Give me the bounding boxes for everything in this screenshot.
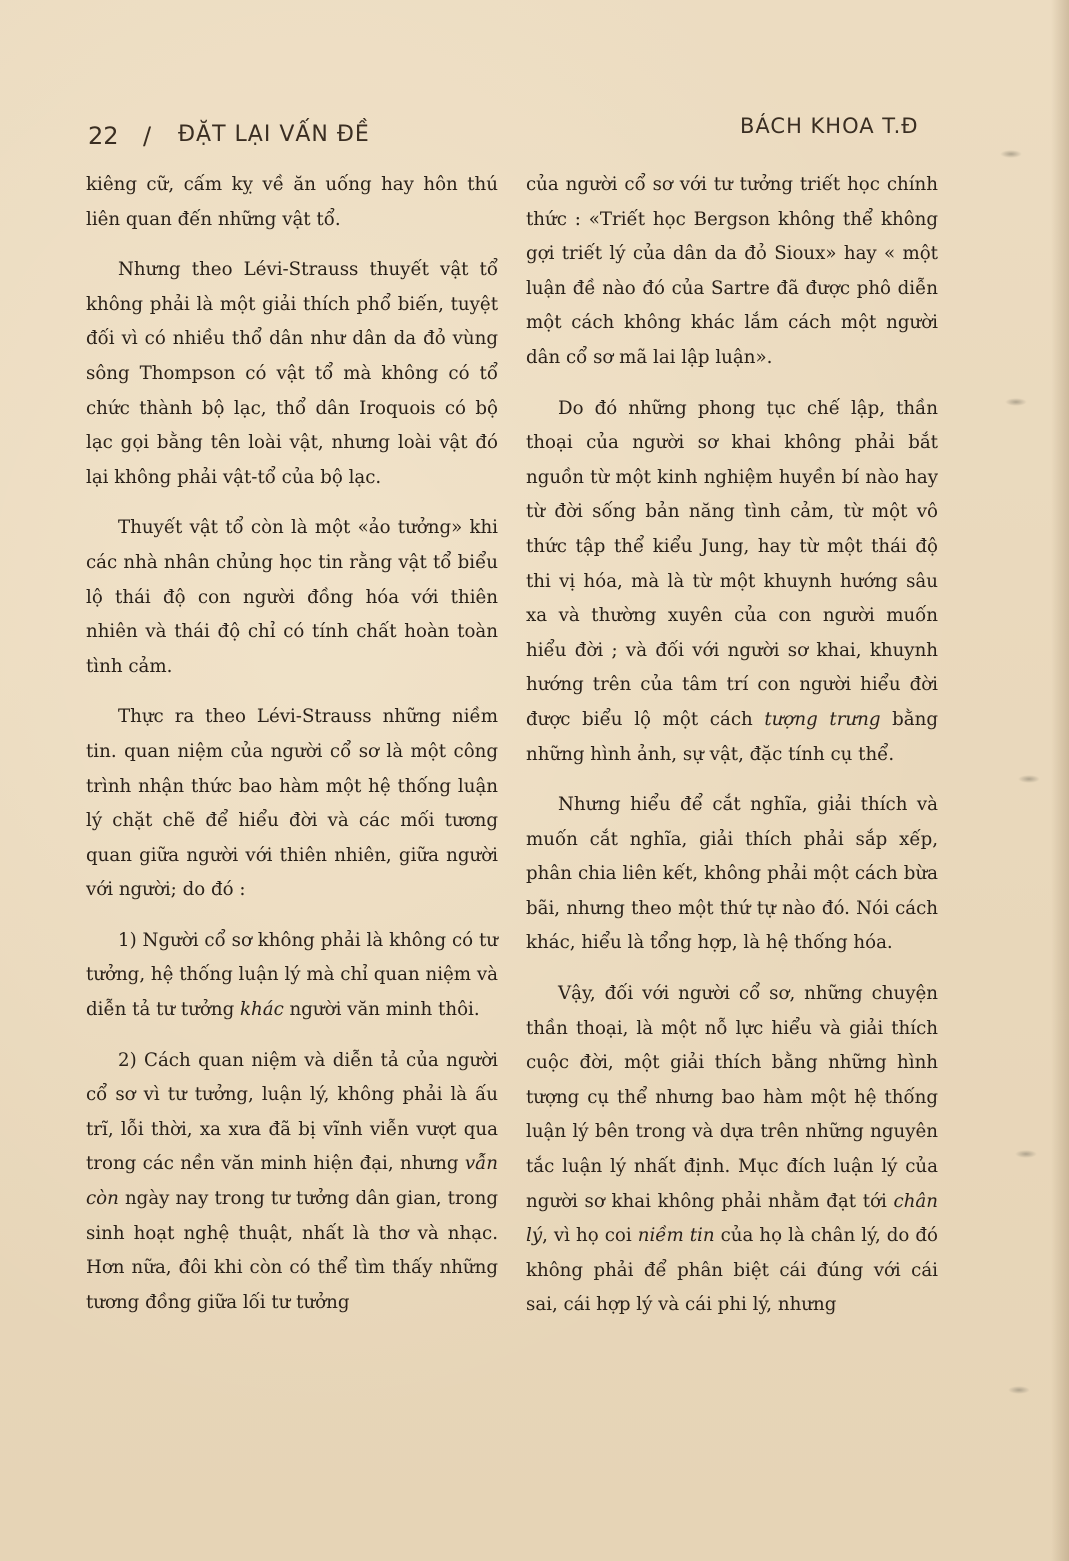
emphasis: tượng trưng bbox=[764, 708, 881, 730]
paragraph: của người cổ sơ với tư tưởng triết học chính thức : «Triết học Bergson không thể không gợi triết lý của dân da đỏ Sioux» hay « một luận đề nào đó của Sartre đã được phô diễn một cách không khác lắm cách một người dân cổ sơ mã lai lập luận». bbox=[526, 174, 938, 368]
emphasis: khác bbox=[240, 999, 284, 1021]
text-run: người văn minh thôi. bbox=[283, 999, 480, 1021]
paragraph bbox=[86, 1044, 498, 1321]
text-run: của họ là chân lý, do đó không phải để phân biệt cái đúng với cái sai, cái hợp lý và cái phi lý, nhưng bbox=[526, 1225, 938, 1316]
text-run: bằng những hình ảnh, sự vật, đặc tính cụ thể. bbox=[526, 708, 938, 765]
paragraph: Thực ra theo Lévi-Strauss những niềm tin. quan niệm của người cổ sơ là một công trình nhận thức bao hàm một hệ thống luận lý chặt chẽ để hiểu đời và các mối tương quan giữa người với thiên nhiên, giữa người với người; do đó : bbox=[86, 706, 498, 901]
journal-title: BÁCH KHOA T.Đ bbox=[740, 114, 919, 138]
text-run: 2) Cách quan niệm và diễn tả của người cổ sơ vì tư tưởng, luận lý, không phải là ấu trĩ, lỗi thời, xa xưa đã bị vĩnh viễn vượt qua trong các nền văn minh hiện đại, nhưng bbox=[86, 1049, 498, 1175]
page-edge-shadow bbox=[1051, 0, 1069, 1561]
paragraph: kiêng cữ, cấm kỵ về ăn uống hay hôn thú liên quan đến những vật tổ. bbox=[86, 174, 498, 230]
paragraph: Thuyết vật tổ còn là một «ảo tưởng» khi các nhà nhân chủng học tin rằng vật tổ biểu lộ thái độ con người đồng hóa với thiên nhiên và thái độ chỉ có tính chất hoàn toàn tình cảm. bbox=[86, 517, 498, 677]
section-title: ĐẶT LẠI VẤN ĐỀ bbox=[178, 122, 370, 147]
text-run: Vậy, đối với người cổ sơ, những chuyện thần thoại, là một nỗ lực hiểu và giải thích cuộc đời, một giải thích bằng những hình tượng cụ thể nhưng bao hàm một hệ thống luận lý bên trong và dựa trên những nguyên tắc luận lý nhất định. Mục đích luận lý của người sơ khai không phải nhằm đạt tới bbox=[526, 983, 938, 1212]
paragraph bbox=[526, 977, 938, 1323]
margin-mark bbox=[1008, 1386, 1030, 1394]
emphasis: vẫn còn bbox=[86, 1153, 498, 1210]
paragraph: Nhưng theo Lévi-Strauss thuyết vật tổ không phải là một giải thích phổ biến, tuyệt đối vì có nhiều thổ dân như dân da đỏ vùng sông Thompson có vật tổ mà không có tổ chức thành bộ lạc, thổ dân Iroquois có bộ lạc gọi bằng tên loài vật, nhưng loài vật đó lại không phải vật-tổ của bộ lạc. bbox=[86, 259, 498, 488]
paragraph bbox=[86, 924, 498, 1028]
page-number: 22 bbox=[88, 122, 119, 150]
paragraph bbox=[526, 392, 938, 773]
text-run: , vì họ coi bbox=[542, 1225, 638, 1247]
text-run: 1) Người cổ sơ không phải là không có tư tưởng, hệ thống luận lý mà chỉ quan niệm và diễn tả tư tưởng bbox=[86, 929, 498, 1021]
emphasis: chân lý bbox=[526, 1190, 938, 1247]
left-column bbox=[86, 168, 498, 1336]
margin-mark bbox=[1005, 398, 1027, 406]
right-column bbox=[526, 168, 938, 1339]
text-run: ngày nay trong tư tưởng dân gian, trong sinh hoạt nghệ thuật, nhất là thơ và nhạc. Hơn nữa, đôi khi còn có thể tìm thấy những tương đồng giữa lối tư tưởng bbox=[86, 1188, 498, 1313]
emphasis: niềm tin bbox=[637, 1225, 715, 1247]
running-header bbox=[0, 112, 1069, 152]
paragraph: Nhưng hiểu để cắt nghĩa, giải thích và muốn cắt nghĩa, giải thích phải sắp xếp, phân chia liên kết, không phải một cách bừa bãi, nhưng theo một thứ tự nào đó. Nói cách khác, hiểu là tổng hợp, là hệ thống hóa. bbox=[526, 794, 938, 954]
margin-mark bbox=[1015, 1150, 1037, 1158]
margin-mark bbox=[1018, 775, 1040, 783]
header-separator: / bbox=[143, 122, 152, 150]
text-run: Do đó những phong tục chế lập, thần thoại của người sơ khai không phải bắt nguồn từ một kinh nghiệm huyền bí nào hay từ đời sống bản năng tình cảm, từ một vô thức tập thể kiểu Jung, hay từ một thái độ thi vị hóa, mà là từ một khuynh hướng sâu xa và thường xuyên của con người muốn hiểu đời ; và đối với người sơ khai, khuynh hướng trên của tâm trí con người hiểu đời được biểu lộ một cách bbox=[526, 397, 938, 730]
